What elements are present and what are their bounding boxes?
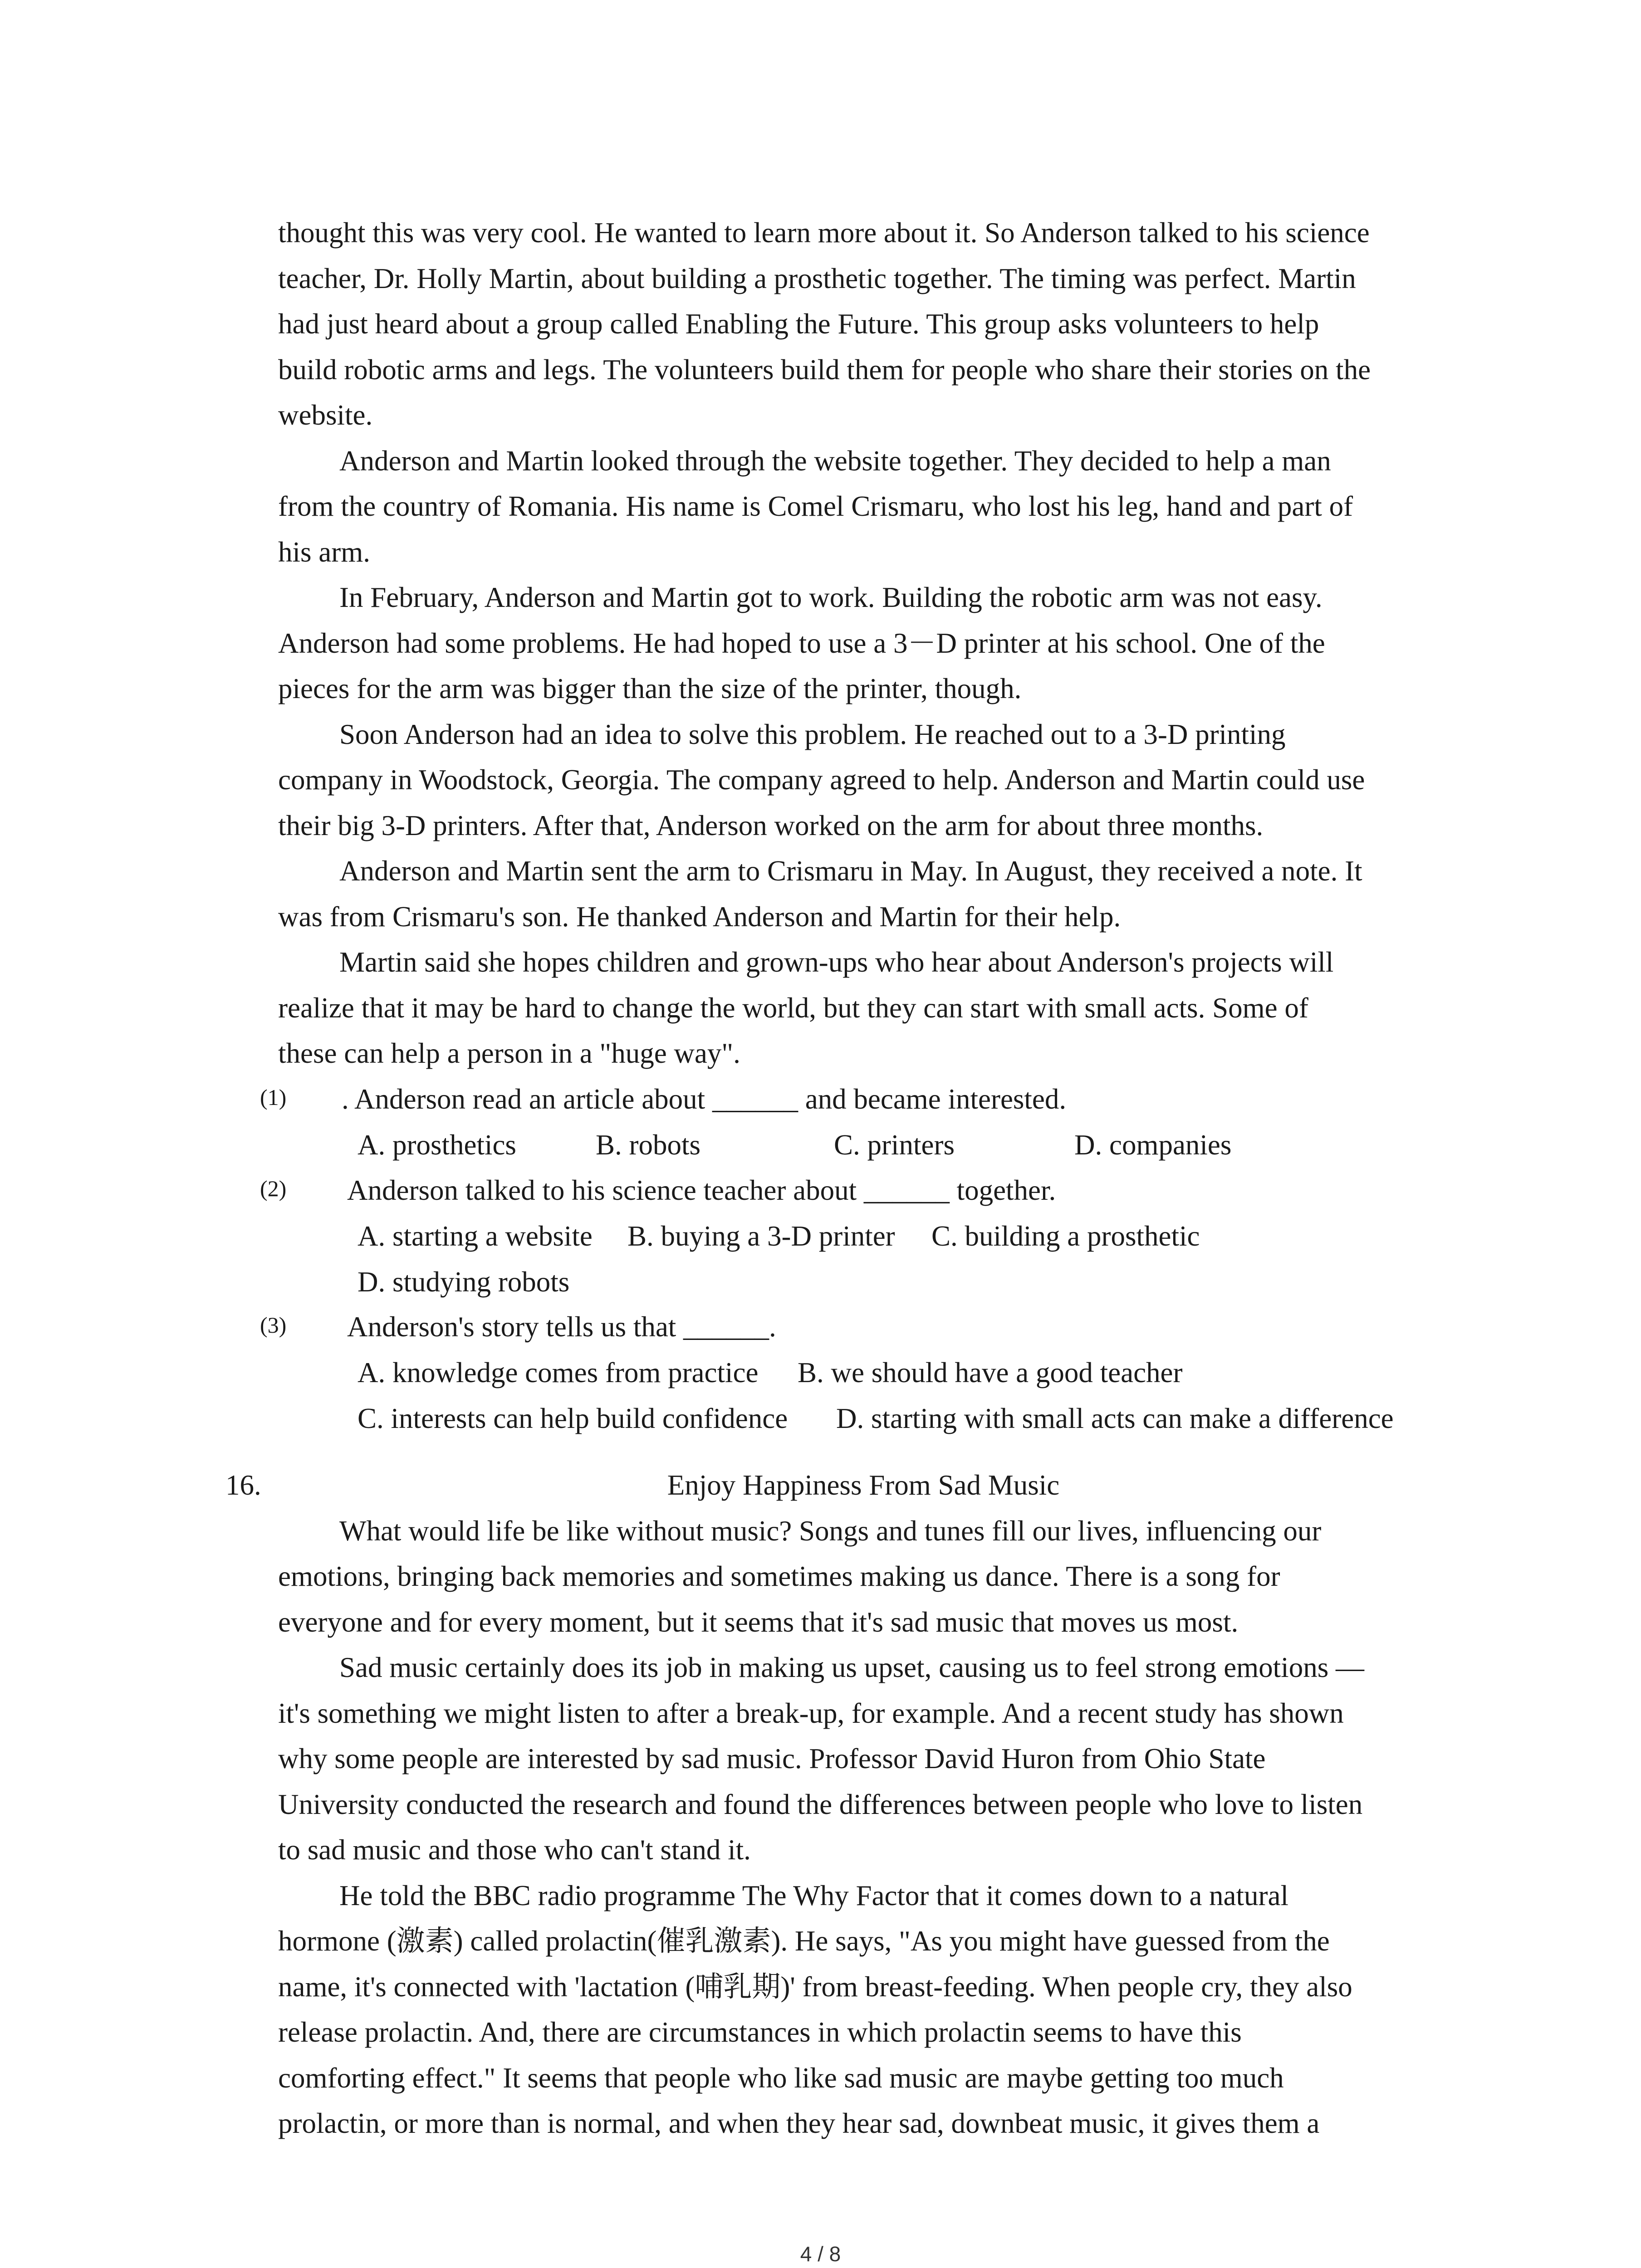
option-d[interactable]: D. starting with small acts can make a difference <box>836 1403 1394 1434</box>
option-b[interactable]: B. we should have a good teacher <box>798 1357 1183 1388</box>
text-line: everyone and for every moment, but it seems that it's sad music that moves us most. <box>278 1606 1239 1638</box>
option-a[interactable]: A. knowledge comes from practice <box>358 1357 759 1388</box>
option-c[interactable]: C. printers <box>834 1129 955 1161</box>
text-line: pieces for the arm was bigger than the size of the printer, though. <box>278 673 1022 704</box>
text-line: realize that it may be hard to change the world, but they can start with small acts. Some of <box>278 992 1308 1024</box>
option-a[interactable]: A. prosthetics <box>358 1129 516 1161</box>
option-c[interactable]: C. interests can help build confidence <box>358 1403 788 1434</box>
text-line: prolactin, or more than is normal, and when they hear sad, downbeat music, it gives them a <box>278 2107 1320 2139</box>
text-line: why some people are interested by sad music. Professor David Huron from Ohio State <box>278 1743 1266 1774</box>
passage-title: Enjoy Happiness From Sad Music <box>667 1469 1060 1501</box>
text-line: In February, Anderson and Martin got to work. Building the robotic arm was not easy. <box>339 582 1323 613</box>
page-number: 4 / 8 <box>800 2242 841 2266</box>
text-line: name, it's connected with 'lactation (哺乳期)' from breast-feeding. When people cry, they also <box>278 1971 1352 2003</box>
question-stem: . Anderson read an article about ______ and became interested. <box>342 1083 1067 1115</box>
text-line: their big 3-D printers. After that, Anderson worked on the arm for about three months. <box>278 810 1264 841</box>
text-line: Anderson and Martin looked through the website together. They decided to help a man <box>339 445 1331 477</box>
text-line: website. <box>278 399 373 431</box>
text-line: comforting effect." It seems that people who like sad music are maybe getting too much <box>278 2062 1284 2094</box>
text-line: from the country of Romania. His name is Comel Crismaru, who lost his leg, hand and part of <box>278 490 1353 522</box>
text-line: What would life be like without music? Songs and tunes fill our lives, influencing our <box>339 1515 1322 1547</box>
text-line: build robotic arms and legs. The volunteers build them for people who share their stories on the <box>278 354 1371 386</box>
question-number: (1) <box>260 1085 287 1110</box>
text-line: Martin said she hopes children and grown-ups who hear about Anderson's projects will <box>339 946 1334 978</box>
question-stem: Anderson talked to his science teacher about ______ together. <box>347 1174 1056 1206</box>
option-b[interactable]: B. buying a 3-D printer <box>627 1220 895 1252</box>
option-a[interactable]: A. starting a website <box>358 1220 593 1252</box>
text-line: emotions, bringing back memories and sometimes making us dance. There is a song for <box>278 1560 1280 1592</box>
option-d[interactable]: D. companies <box>1074 1129 1232 1161</box>
text-line: his arm. <box>278 536 370 568</box>
text-line: company in Woodstock, Georgia. The company agreed to help. Anderson and Martin could use <box>278 764 1365 796</box>
option-c[interactable]: C. building a prosthetic <box>931 1220 1200 1252</box>
text-line: thought this was very cool. He wanted to learn more about it. So Anderson talked to his science <box>278 217 1370 249</box>
option-b[interactable]: B. robots <box>596 1129 701 1161</box>
question-number-16: 16. <box>225 1469 261 1501</box>
text-line: Soon Anderson had an idea to solve this problem. He reached out to a 3-D printing <box>339 719 1286 750</box>
option-d[interactable]: D. studying robots <box>358 1266 570 1298</box>
text-line: hormone (激素) called prolactin(催乳激素). He says, "As you might have guessed from the <box>278 1925 1330 1957</box>
question-stem: Anderson's story tells us that ______. <box>347 1311 776 1343</box>
text-line: Sad music certainly does its job in making us upset, causing us to feel strong emotions — <box>339 1652 1364 1683</box>
text-line: teacher, Dr. Holly Martin, about building a prosthetic together. The timing was perfect. Martin <box>278 263 1356 294</box>
question-number: (3) <box>260 1312 287 1338</box>
question-number: (2) <box>260 1176 287 1201</box>
text-line: these can help a person in a "huge way". <box>278 1037 740 1069</box>
text-line: release prolactin. And, there are circumstances in which prolactin seems to have this <box>278 2016 1242 2048</box>
text-line: He told the BBC radio programme The Why Factor that it comes down to a natural <box>339 1880 1288 1911</box>
text-line: was from Crismaru's son. He thanked Anderson and Martin for their help. <box>278 901 1121 933</box>
text-line: University conducted the research and found the differences between people who love to listen <box>278 1789 1363 1820</box>
text-line: Anderson had some problems. He had hoped to use a 3－D printer at his school. One of the <box>278 627 1325 659</box>
text-line: had just heard about a group called Enabling the Future. This group asks volunteers to help <box>278 308 1319 340</box>
text-line: Anderson and Martin sent the arm to Crismaru in May. In August, they received a note. It <box>339 855 1362 887</box>
text-line: it's something we might listen to after a break-up, for example. And a recent study has shown <box>278 1697 1344 1729</box>
text-line: to sad music and those who can't stand it. <box>278 1834 751 1866</box>
